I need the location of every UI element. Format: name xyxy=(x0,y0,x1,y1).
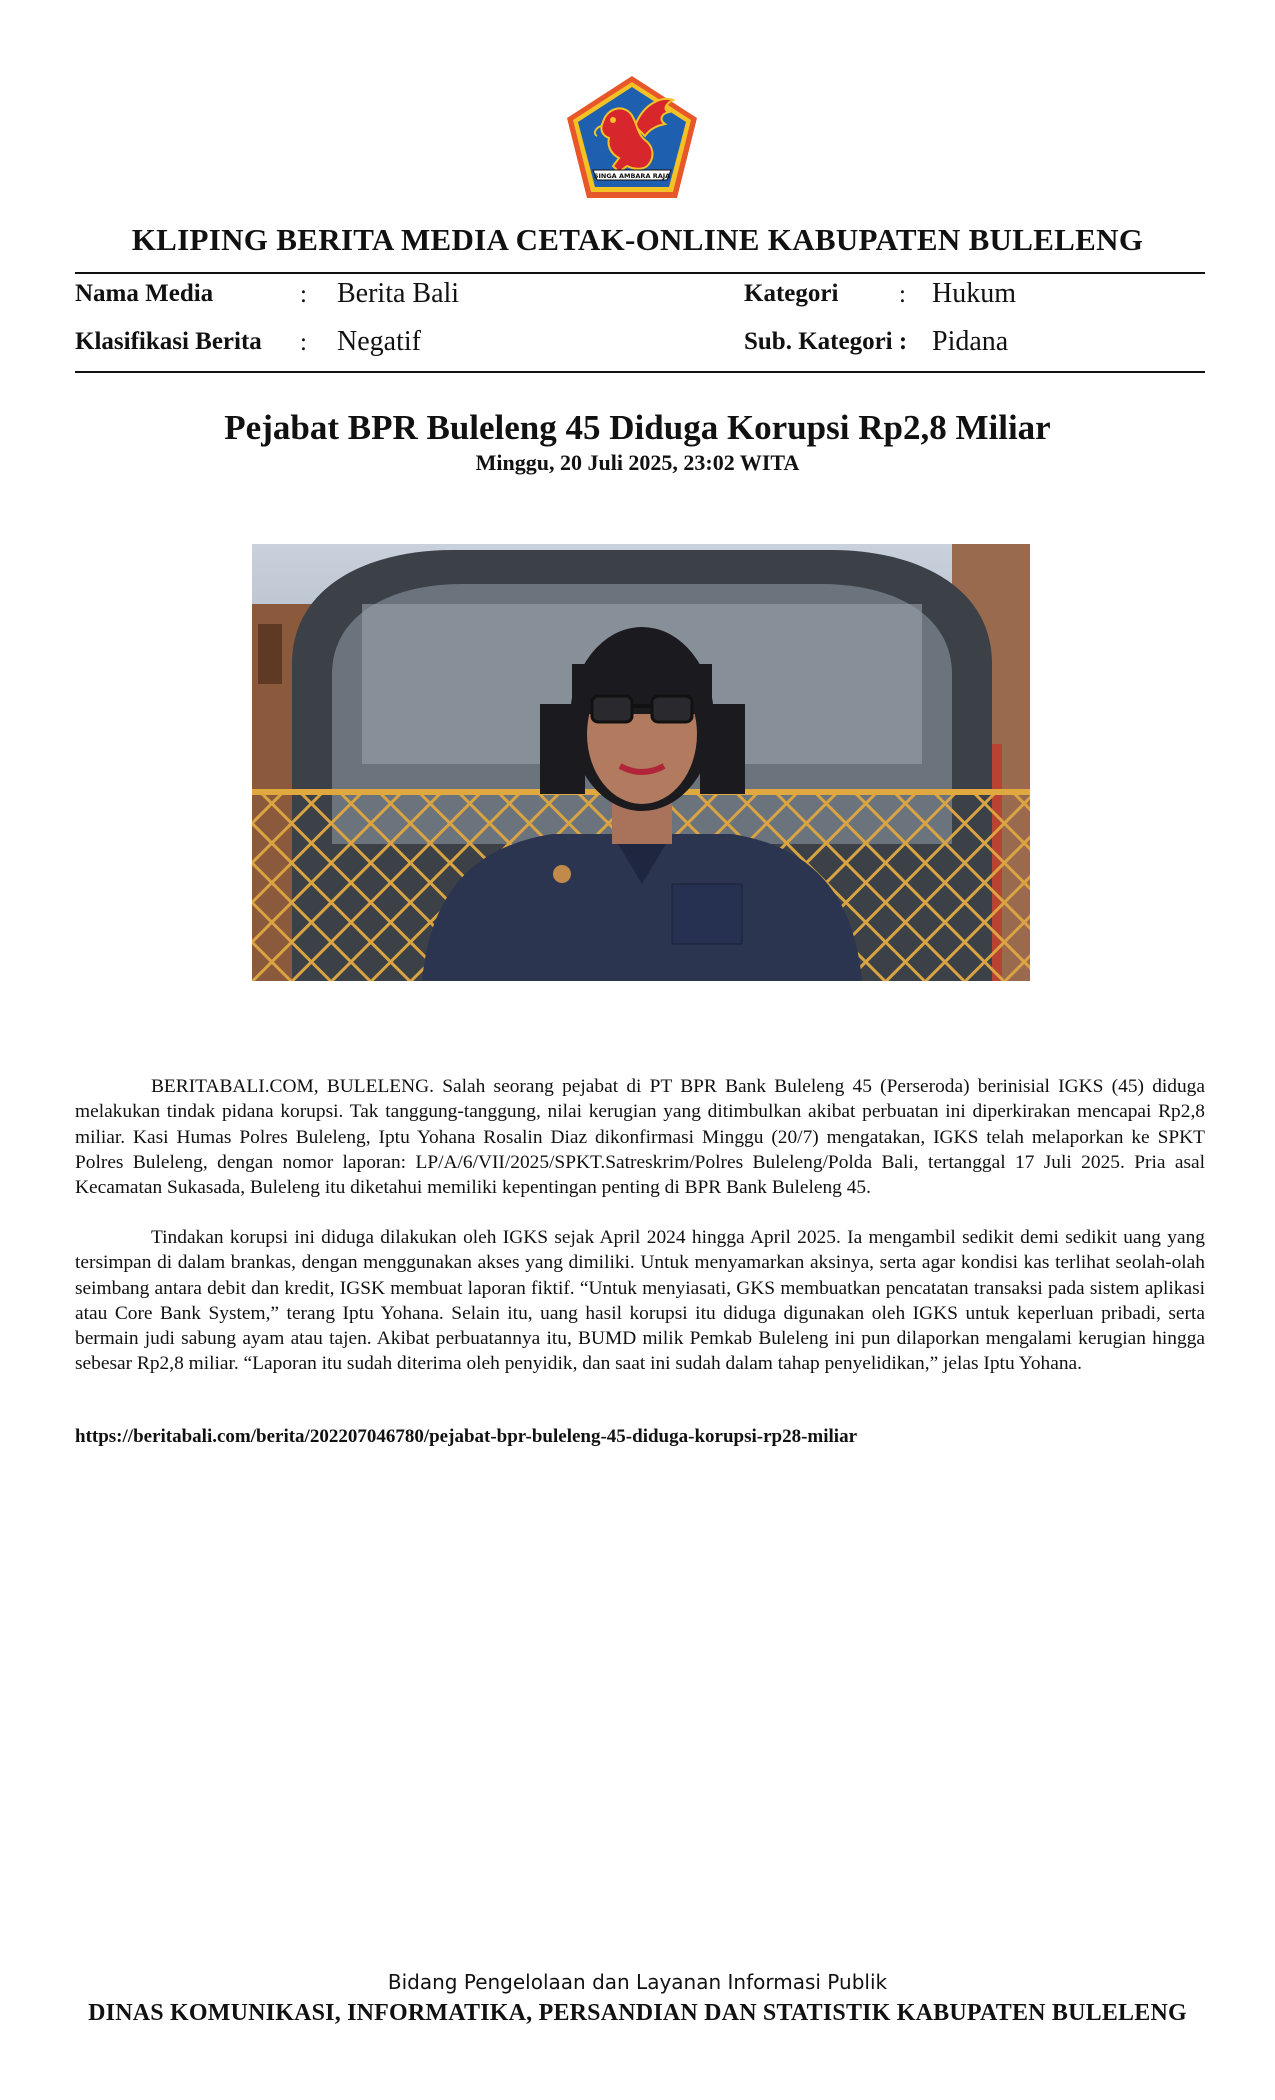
footer-agency: DINAS KOMUNIKASI, INFORMATIKA, PERSANDIAN DAN STATISTIK KABUPATEN BULELENG xyxy=(88,2000,1187,2026)
klasifikasi-berita-colon: : xyxy=(300,329,307,356)
nama-media-label: Nama Media xyxy=(75,280,214,307)
coat-of-arms-winged-lion-icon xyxy=(565,74,699,200)
regency-logo xyxy=(565,74,699,200)
kategori-value: Hukum xyxy=(932,278,1016,309)
article-paragraph-2-text: Tindakan korupsi ini diduga dilakukan oleh IGKS sejak April 2024 hingga April 2025. Ia mengambil sedikit demi sedikit uang yang tersimpan di dalam brankas, dengan menggunakan akses yang dimiliki. Untuk menyamarkan aksinya, serta agar kondisi kas terlihat seolah-olah seimbang antara debit dan kredit, IGSK membuat laporan fiktif. “Untuk menyiasati, GKS membuatkan pencatatan transaksi pada sistem aplikasi atau Core Bank System,” terang Iptu Yohana. Selain itu, uang hasil korupsi itu diduga digunakan oleh IGKS untuk keperluan pribadi, serta bermain judi sabung ayam atau tajen. Akibat perbuatannya itu, BUMD milik Pemkab Buleleng ini pun dilaporkan mengalami kerugian hingga sebesar Rp2,8 miliar. “Laporan itu sudah diterima oleh penyidik, dan saat ini sudah dalam tahap penyelidikan,” jelas Iptu Yohana. xyxy=(75,1227,1205,1375)
klasifikasi-berita-value: Negatif xyxy=(337,326,421,357)
kategori-label: Kategori xyxy=(744,280,839,307)
header-rule-top xyxy=(75,272,1205,274)
article-title: Pejabat BPR Buleleng 45 Diduga Korupsi Rp2,8 Miliar xyxy=(224,408,1051,447)
sub-kategori-label: Sub. Kategori : xyxy=(744,328,908,355)
sub-kategori-value: Pidana xyxy=(932,326,1009,357)
article-date: Minggu, 20 Juli 2025, 23:02 WITA xyxy=(475,450,800,475)
document-header-title: KLIPING BERITA MEDIA CETAK-ONLINE KABUPATEN BULELENG xyxy=(131,222,1144,257)
article-paragraph-2 xyxy=(75,1225,1205,1377)
kategori-colon: : xyxy=(899,281,906,308)
klasifikasi-berita-label: Klasifikasi Berita xyxy=(75,328,262,355)
nama-media-value: Berita Bali xyxy=(337,278,460,309)
source-url-link[interactable]: https://beritabali.com/berita/202207046780/pejabat-bpr-buleleng-45-diduga-korupsi-rp28-miliar xyxy=(75,1426,857,1447)
footer-subtitle: Bidang Pengelolaan dan Layanan Informasi Publik xyxy=(387,1970,888,1994)
nama-media-colon: : xyxy=(300,281,307,308)
article-paragraph-1 xyxy=(75,1074,1205,1200)
header-rule-bottom xyxy=(75,371,1205,373)
logo-motto: SINGA AMBARA RAJA xyxy=(593,172,671,180)
article-paragraph-1-text: BERITABALI.COM, BULELENG. Salah seorang pejabat di PT BPR Bank Buleleng 45 (Perseroda) berinisial IGKS (45) diduga melakukan tindak pidana korupsi. Tak tanggung-tanggung, nilai kerugian yang ditimbulkan akibat perbuatan ini diperkirakan mencapai Rp2,8 miliar. Kasi Humas Polres Buleleng, Iptu Yohana Rosalin Diaz dikonfirmasi Minggu (20/7) mengatakan, IGKS telah melaporkan ke SPKT Polres Buleleng, dengan nomor laporan: LP/A/6/VII/2025/SPKT.Satreskrim/Polres Buleleng/Polda Bali, tertanggal 17 Juli 2025. Pria asal Kecamatan Sukasada, Buleleng itu diketahui memiliki kepentingan penting di BPR Bank Buleleng 45. xyxy=(75,1076,1205,1199)
article-photo xyxy=(252,544,1030,981)
